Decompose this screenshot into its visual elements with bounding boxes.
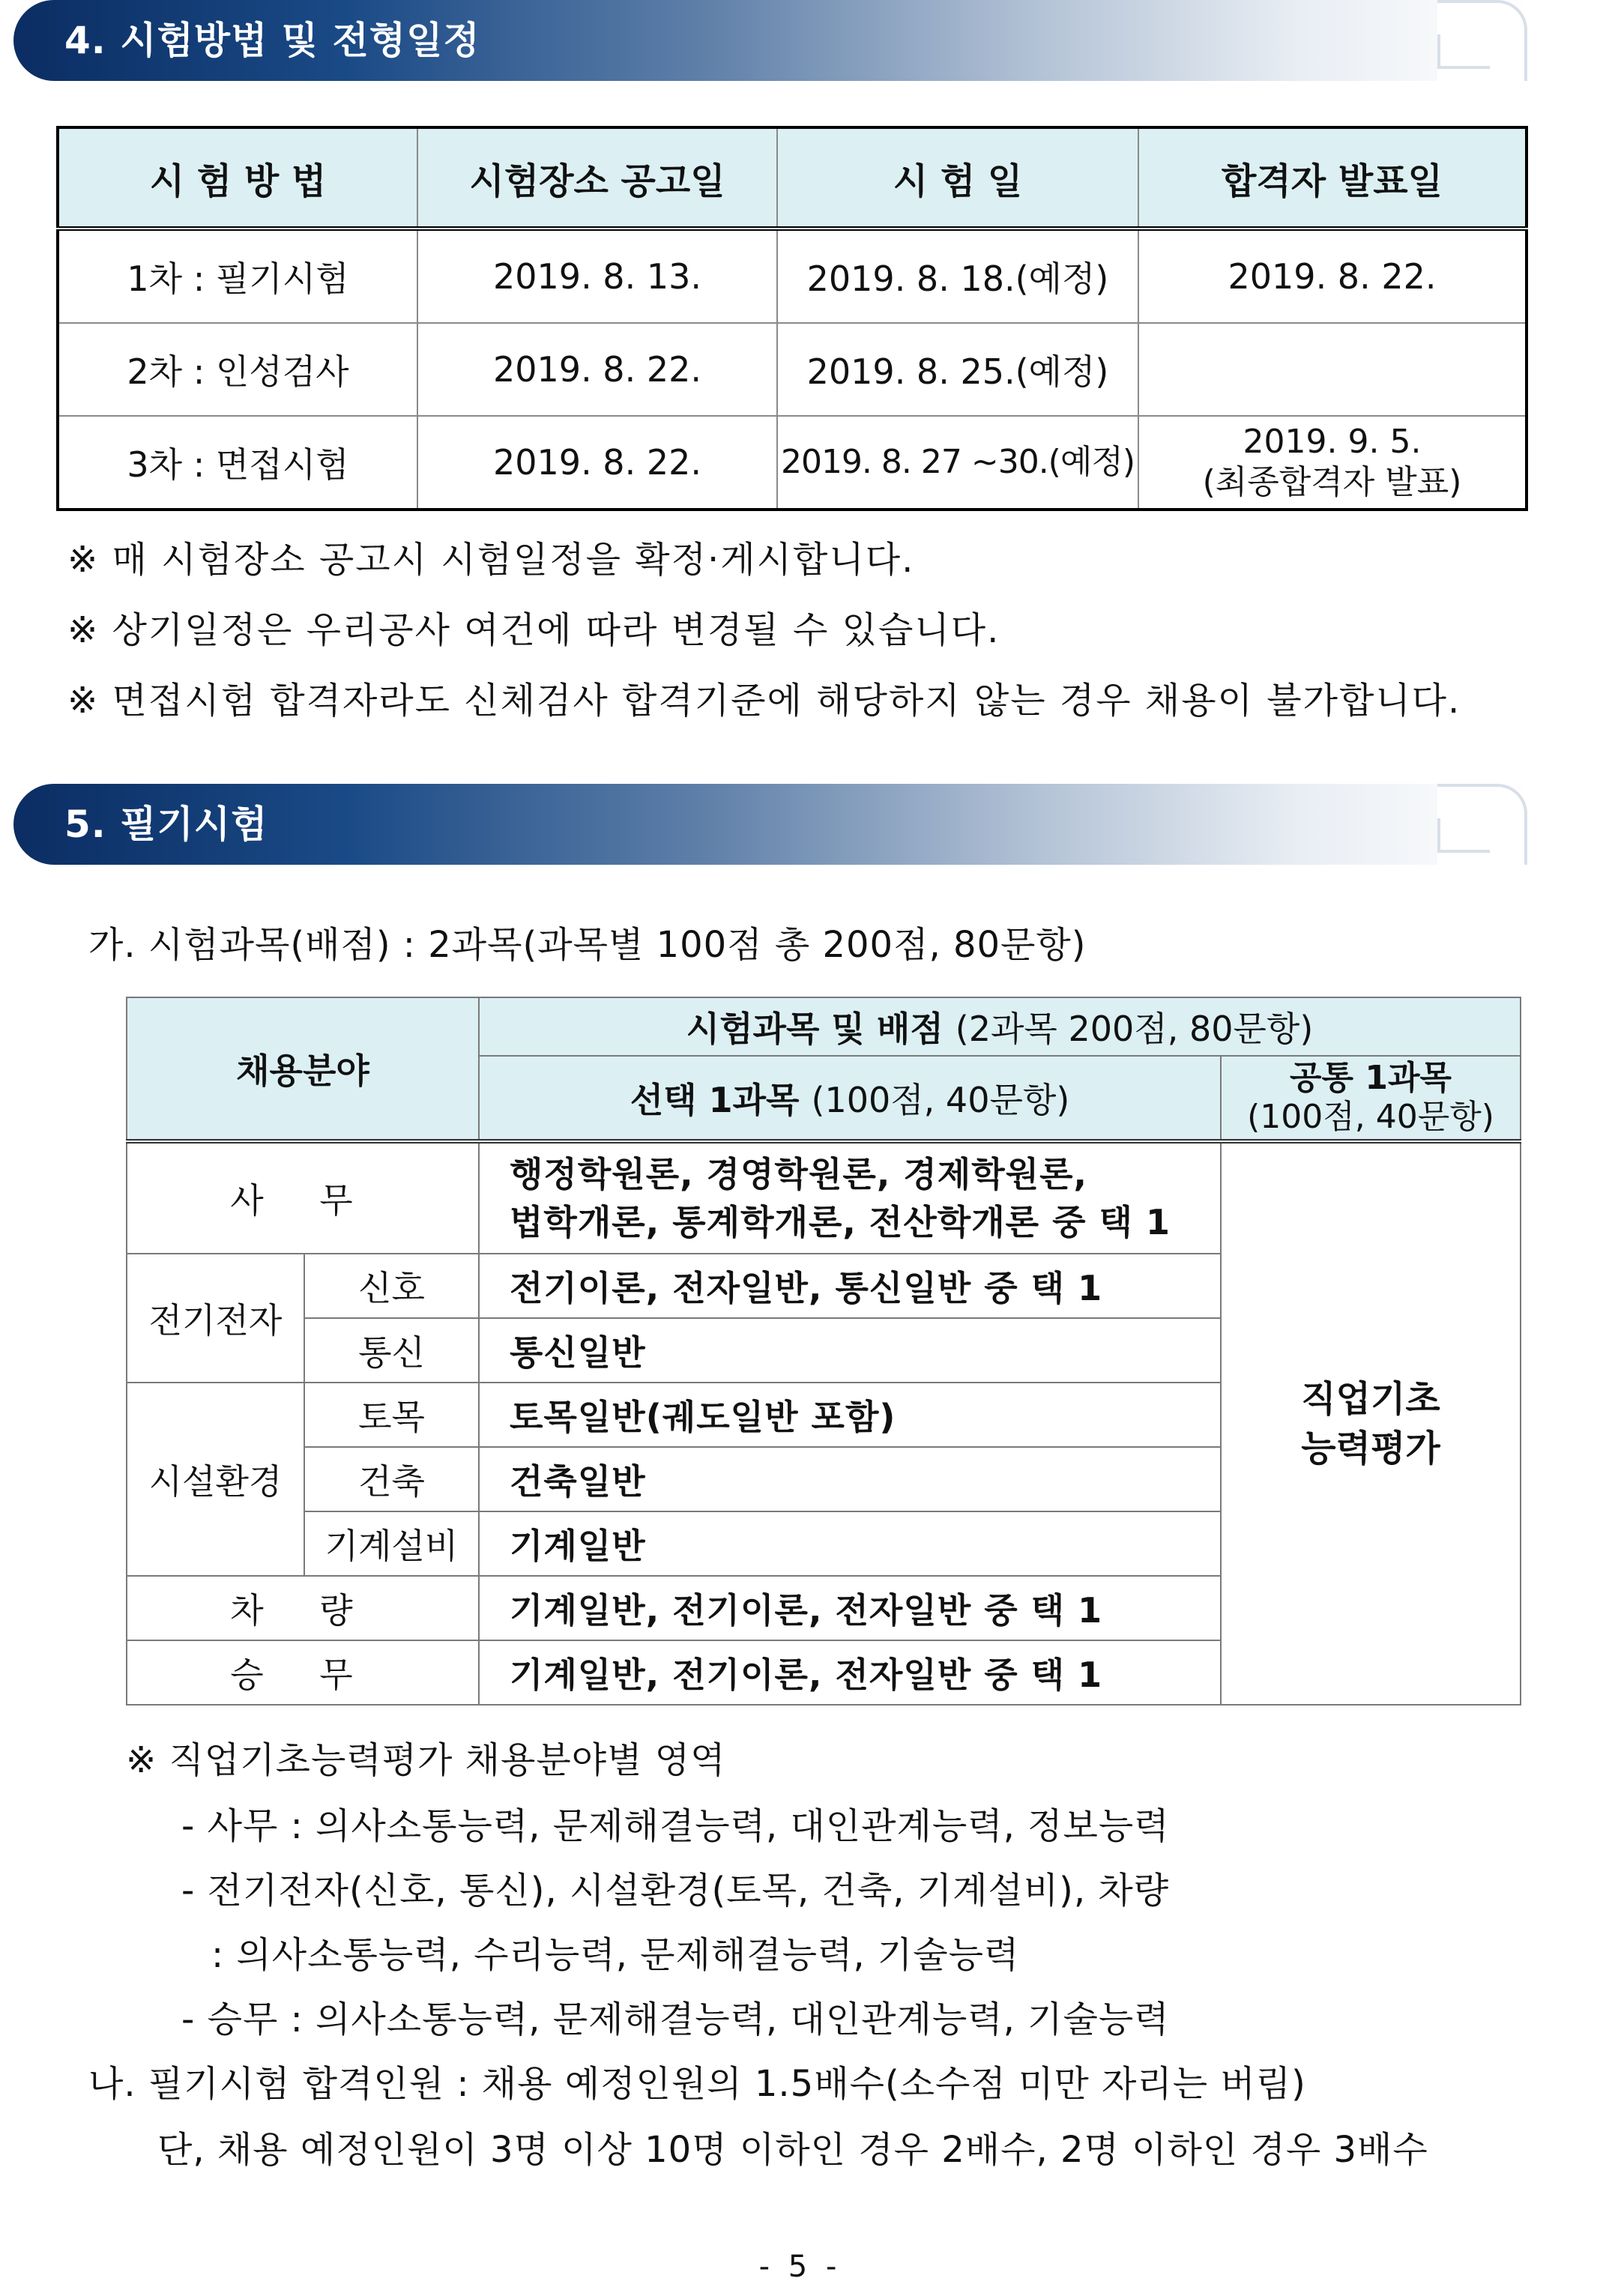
- subfield: 토목: [304, 1383, 479, 1447]
- section4-banner: [13, 0, 1527, 81]
- subjects-header-row-1: [127, 997, 1521, 1056]
- subject-cell: 건축일반: [479, 1447, 1221, 1511]
- header-exam-date: 시 험 일: [777, 127, 1138, 229]
- header-subjects: [479, 997, 1521, 1056]
- subjects-row-office: [127, 1141, 1521, 1254]
- ncs-note-title: ※ 직업기초능력평가 채용분야별 영역: [126, 1739, 726, 1781]
- subject-cell: 토목일반(궤도일반 포함): [479, 1383, 1221, 1447]
- header-select-plain: (100점, 40문항): [811, 1080, 1070, 1120]
- subject-line: 법학개론, 통계학개론, 전산학개론 중 택 1: [510, 1202, 1171, 1242]
- subfield: 기계설비: [304, 1511, 479, 1576]
- schedule-row: [58, 323, 1527, 416]
- notice-cell: 2019. 8. 22.: [417, 416, 777, 510]
- pass-count-exception: 단, 채용 예정인원이 3명 이상 10명 이하인 경우 2배수, 2명 이하인 경우 3배수: [157, 2129, 1428, 2171]
- header-subjects-plain: (2과목 200점, 80문항): [955, 1009, 1314, 1049]
- header-select-bold: 선택 1과목: [630, 1080, 800, 1120]
- notice-cell: 2019. 8. 22.: [417, 323, 777, 416]
- header-select: [479, 1056, 1221, 1141]
- header-subjects-bold: 시험과목 및 배점: [686, 1009, 944, 1049]
- exam-cell: 2019. 8. 18.(예정): [777, 229, 1138, 323]
- common-subject: [1221, 1141, 1521, 1705]
- header-common: [1221, 1056, 1521, 1141]
- ncs-item: - 전기전자(신호, 통신), 시설환경(토목, 건축, 기계설비), 차량: [181, 1870, 1170, 1912]
- field-crew: 승 무: [127, 1640, 479, 1705]
- schedule-table: [56, 126, 1528, 511]
- result-note: (최종합격자 발표): [1202, 463, 1462, 501]
- schedule-row: [58, 229, 1527, 323]
- banner-corner-decoration: [1437, 0, 1527, 81]
- method-cell: 2차 : 인성검사: [58, 323, 417, 416]
- subfield: 건축: [304, 1447, 479, 1511]
- common-subject-line: 직업기초: [1301, 1378, 1440, 1420]
- subject-cell: 기계일반, 전기이론, 전자일반 중 택 1: [479, 1576, 1221, 1640]
- pass-count-note: 나. 필기시험 합격인원 : 채용 예정인원의 1.5배수(소수점 미만 자리는 버림): [88, 2063, 1306, 2105]
- exam-cell: 2019. 8. 25.(예정): [777, 323, 1138, 416]
- header-result-date: 합격자 발표일: [1138, 127, 1527, 229]
- ncs-item: : 의사소통능력, 수리능력, 문제해결능력, 기술능력: [211, 1934, 1020, 1976]
- field-office: 사 무: [127, 1141, 479, 1254]
- subject-cell: 통신일반: [479, 1318, 1221, 1383]
- schedule-notes: [67, 525, 1461, 736]
- method-cell: 3차 : 면접시험: [58, 416, 417, 510]
- header-common-plain: (100점, 40문항): [1247, 1098, 1494, 1136]
- section4-title: 4. 시험방법 및 전형일정: [64, 19, 480, 62]
- subject-cell: 전기이론, 전자일반, 통신일반 중 택 1: [479, 1254, 1221, 1318]
- section5-banner: [13, 784, 1527, 865]
- subfield: 통신: [304, 1318, 479, 1383]
- page-number: - 5 -: [758, 2250, 842, 2284]
- common-subject-line: 능력평가: [1301, 1428, 1440, 1469]
- header-method: 시 험 방 법: [58, 127, 417, 229]
- section5-title: 5. 필기시험: [64, 803, 268, 846]
- schedule-row: [58, 416, 1527, 510]
- subject-cell: 기계일반: [479, 1511, 1221, 1576]
- header-common-bold: 공통 1과목: [1290, 1059, 1452, 1097]
- method-cell: 1차 : 필기시험: [58, 229, 417, 323]
- subject-line: 행정학원론, 경영학원론, 경제학원론,: [510, 1154, 1087, 1194]
- result-cell: [1138, 416, 1527, 510]
- ncs-item: - 승무 : 의사소통능력, 문제해결능력, 대인관계능력, 기술능력: [181, 1999, 1170, 2040]
- field-facility: 시설환경: [127, 1383, 304, 1576]
- notice-cell: 2019. 8. 13.: [417, 229, 777, 323]
- exam-cell: 2019. 8. 27 ~30.(예정): [777, 416, 1138, 510]
- subject-office: [479, 1141, 1221, 1254]
- banner-corner-decoration: [1437, 784, 1527, 865]
- ncs-item: - 사무 : 의사소통능력, 문제해결능력, 대인관계능력, 정보능력: [181, 1805, 1170, 1847]
- subjects-table: [126, 997, 1521, 1706]
- subfield: 신호: [304, 1254, 479, 1318]
- note-item: ※ 면접시험 합격자라도 신체검사 합격기준에 해당하지 않는 경우 채용이 불가합니다.: [67, 680, 1461, 722]
- field-vehicle: 차 량: [127, 1576, 479, 1640]
- schedule-header-row: [58, 127, 1527, 229]
- note-item: ※ 매 시험장소 공고시 시험일정을 확정·게시합니다.: [67, 539, 915, 581]
- field-electric: 전기전자: [127, 1254, 304, 1383]
- result-date: 2019. 9. 5.: [1243, 423, 1422, 461]
- exam-subjects-summary: 가. 시험과목(배점) : 2과목(과목별 100점 총 200점, 80문항): [88, 924, 1087, 966]
- header-notice-date: 시험장소 공고일: [417, 127, 777, 229]
- result-cell: [1138, 323, 1527, 416]
- header-field: 채용분야: [127, 997, 479, 1141]
- result-cell: 2019. 8. 22.: [1138, 229, 1527, 323]
- note-item: ※ 상기일정은 우리공사 여건에 따라 변경될 수 있습니다.: [67, 609, 1000, 651]
- subject-cell: 기계일반, 전기이론, 전자일반 중 택 1: [479, 1640, 1221, 1705]
